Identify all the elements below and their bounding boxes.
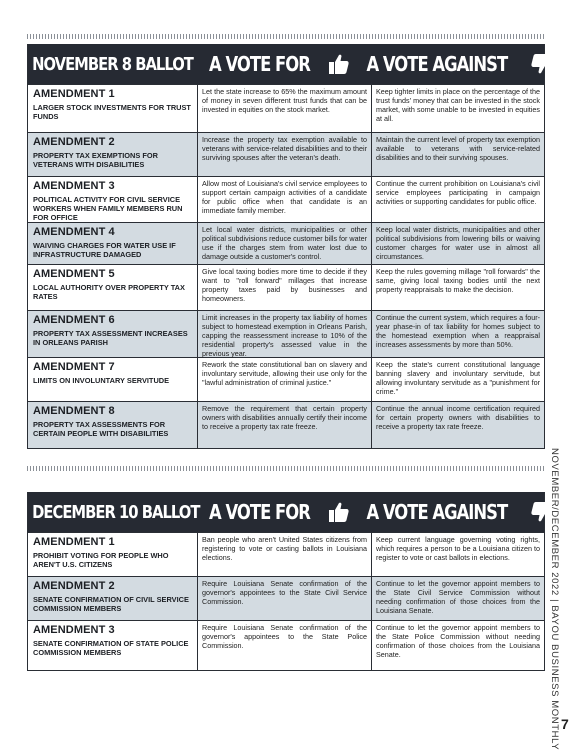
- vote-against-text: Continue the current prohibition on Louisiana's civil service employees participating in campaign activities or supporting candidates for public office.: [376, 179, 540, 206]
- amendment-description: PROPERTY TAX ASSESSMENT INCREASES IN ORLEANS PARISH: [33, 329, 188, 348]
- amendment-row: [28, 176, 544, 222]
- amendment-description: POLITICAL ACTIVITY FOR CIVIL SERVICE WORKERS WHEN FAMILY MEMBERS RUN FOR OFFICE: [33, 195, 183, 223]
- amendment-row: [28, 222, 544, 264]
- amendment-cell: [28, 621, 198, 670]
- vote-for-text: Rework the state constitutional ban on slavery and involuntary servitude, allowing their use only for the "lawful administration of criminal justice.": [198, 358, 372, 401]
- vote-against-text: Continue the annual income certification required for certain property owners with disabilities to receive a property tax rate freeze.: [376, 404, 540, 431]
- december-ballot-table: [27, 492, 545, 671]
- vote-for-text: Give local taxing bodies more time to decide if they want to "roll forward" millages that increase property taxes paid by businesses and homeowners.: [198, 265, 372, 310]
- amendment-cell: [28, 265, 198, 310]
- amendment-cell: [28, 133, 198, 176]
- thumbs-down-icon: [529, 52, 553, 76]
- vote-against-label: A VOTE AGAINST: [366, 52, 508, 76]
- vote-for-text: Allow most of Louisiana's civil service employees to support certain campaign activities of a candidate for public office when that candidate is an immediate family member.: [198, 177, 372, 222]
- amendment-number: AMENDMENT 5: [33, 268, 115, 280]
- amendment-row: [28, 532, 544, 576]
- amendment-number: AMENDMENT 3: [33, 180, 115, 192]
- vote-against-text: Maintain the current level of property tax exemption available to veterans with service-related disabilities and to their surviving spouses.: [376, 135, 540, 162]
- amendment-cell: [28, 223, 198, 264]
- vote-against-heading: [351, 500, 553, 524]
- thumbs-up-icon: [327, 500, 351, 524]
- vote-against-text: Keep the rules governing millage "roll forwards" the same, giving local taxing bodies until the next property reappraisals to make the decision.: [376, 267, 540, 294]
- vote-for-heading: [198, 52, 351, 76]
- amendment-description: PROPERTY TAX EXEMPTIONS FOR VETERANS WITH DISABILITIES: [33, 151, 158, 170]
- amendment-cell: [28, 311, 198, 357]
- amendment-description: PROPERTY TAX ASSESSMENTS FOR CERTAIN PEOPLE WITH DISABILITIES: [33, 420, 169, 439]
- amendment-number: AMENDMENT 1: [33, 536, 115, 548]
- vote-against-text: Continue to let the governor appoint members to the State Police Commission without needing confirmation of those choices from the Louisiana Senate.: [376, 623, 540, 659]
- vote-against-label: A VOTE AGAINST: [366, 500, 508, 524]
- amendment-description: LOCAL AUTHORITY OVER PROPERTY TAX RATES: [33, 283, 185, 302]
- vote-against-text: Keep the state's current constitutional language banning slavery and involuntary servitude, but allowing involuntary servitude as a "punishment for crime.": [376, 360, 540, 396]
- running-footer-vertical: [548, 448, 562, 751]
- amendment-row: [28, 357, 544, 401]
- middle-divider-stripe: [27, 466, 545, 471]
- amendment-description: SENATE CONFIRMATION OF CIVIL SERVICE COMMISSION MEMBERS: [33, 595, 189, 614]
- amendment-number: AMENDMENT 6: [33, 314, 115, 326]
- thumbs-up-icon: [327, 52, 351, 76]
- vote-for-text: Require Louisiana Senate confirmation of the governor's appointees to the State Civil Service Commission.: [198, 577, 372, 620]
- amendment-number: AMENDMENT 3: [33, 624, 115, 636]
- vote-against-text: Continue to let the governor appoint members to the State Civil Service Commission without needing confirmation of those choices from the Louisiana Senate.: [376, 579, 540, 615]
- amendment-cell: [28, 177, 198, 222]
- amendment-cell: [28, 577, 198, 620]
- november-ballot-table: [27, 44, 545, 449]
- amendment-row: [28, 576, 544, 620]
- vote-for-label: A VOTE FOR: [209, 500, 310, 524]
- amendment-number: AMENDMENT 4: [33, 226, 115, 238]
- vote-for-text: Increase the property tax exemption available to veterans with service-related disabilities and to their surviving spouses after the veteran's death.: [198, 133, 372, 176]
- vote-for-text: Let local water districts, municipalities or other political subdivisions reduce customer bills for water use if the charges stem from water lost due to damage outside a customer's control.: [198, 223, 372, 264]
- vote-for-heading: [198, 500, 351, 524]
- amendment-number: AMENDMENT 7: [33, 361, 115, 373]
- vote-for-text: Require Louisiana Senate confirmation of the governor's appointees to the State Police Commission.: [198, 621, 372, 670]
- vote-against-heading: [351, 52, 553, 76]
- amendment-cell: [28, 533, 198, 576]
- vote-for-label: A VOTE FOR: [209, 52, 310, 76]
- amendment-row: [28, 401, 544, 448]
- november-ballot-title: NOVEMBER 8 BALLOT: [32, 53, 193, 75]
- amendment-row: [28, 620, 544, 670]
- amendment-cell: [28, 358, 198, 401]
- amendment-cell: [28, 402, 198, 448]
- vote-against-text: Continue the current system, which requires a four-year phase-in of tax liability for homes subject to the homestead exemption when a reappraisal increases assessments by more than 50%.: [376, 313, 540, 349]
- amendment-cell: [28, 85, 198, 132]
- amendment-number: AMENDMENT 8: [33, 405, 115, 417]
- amendment-row: [28, 310, 544, 357]
- amendment-number: AMENDMENT 1: [33, 88, 115, 100]
- vote-against-text: Keep current language governing voting rights, which requires a person to be a Louisiana citizen to register to vote or cast ballots in elections.: [376, 535, 540, 562]
- amendment-row: [28, 84, 544, 132]
- page-number: 7: [561, 716, 569, 732]
- vote-for-text: Limit increases in the property tax liability of homes subject to homestead exemption in Orleans Parish, capping the reassessment increase to 10% of the residential property's assessed value in the previous year.: [198, 311, 372, 357]
- amendment-description: PROHIBIT VOTING FOR PEOPLE WHO AREN'T U.S. CITIZENS: [33, 551, 169, 570]
- issue-and-publication: NOVEMBER/DECEMBER 2022 | BAYOU BUSINESS MONTHLY: [549, 448, 560, 751]
- december-ballot-title: DECEMBER 10 BALLOT: [32, 501, 200, 523]
- amendment-description: LARGER STOCK INVESTMENTS FOR TRUST FUNDS: [33, 103, 191, 122]
- vote-for-text: Ban people who aren't United States citizens from registering to vote or casting ballots in Louisiana elections.: [198, 533, 372, 576]
- amendment-description: SENATE CONFIRMATION OF STATE POLICE COMMISSION MEMBERS: [33, 639, 189, 658]
- vote-against-text: Keep local water districts, municipalities and other political subdivisions from lowering bills or waiving customer charges for water use in almost all circumstances.: [376, 225, 540, 261]
- amendment-number: AMENDMENT 2: [33, 136, 115, 148]
- vote-against-text: Keep tighter limits in place on the percentage of the trust funds' money that can be invested in the stock market, with some unable to be invested in equities at all.: [376, 87, 540, 123]
- amendment-description: WAIVING CHARGES FOR WATER USE IF INFRASTRUCTURE DAMAGED: [33, 241, 176, 260]
- december-header: [28, 492, 544, 532]
- vote-for-text: Let the state increase to 65% the maximum amount of money in seven different trust funds that can be invested in equities on the stock market.: [198, 85, 372, 132]
- vote-for-text: Remove the requirement that certain property owners with disabilities annually certify their income to receive a property tax rate freeze.: [198, 402, 372, 448]
- november-header: [28, 44, 544, 84]
- amendment-row: [28, 132, 544, 176]
- top-divider-stripe: [27, 34, 545, 39]
- amendment-row: [28, 264, 544, 310]
- amendment-description: LIMITS ON INVOLUNTARY SERVITUDE: [33, 376, 170, 385]
- amendment-number: AMENDMENT 2: [33, 580, 115, 592]
